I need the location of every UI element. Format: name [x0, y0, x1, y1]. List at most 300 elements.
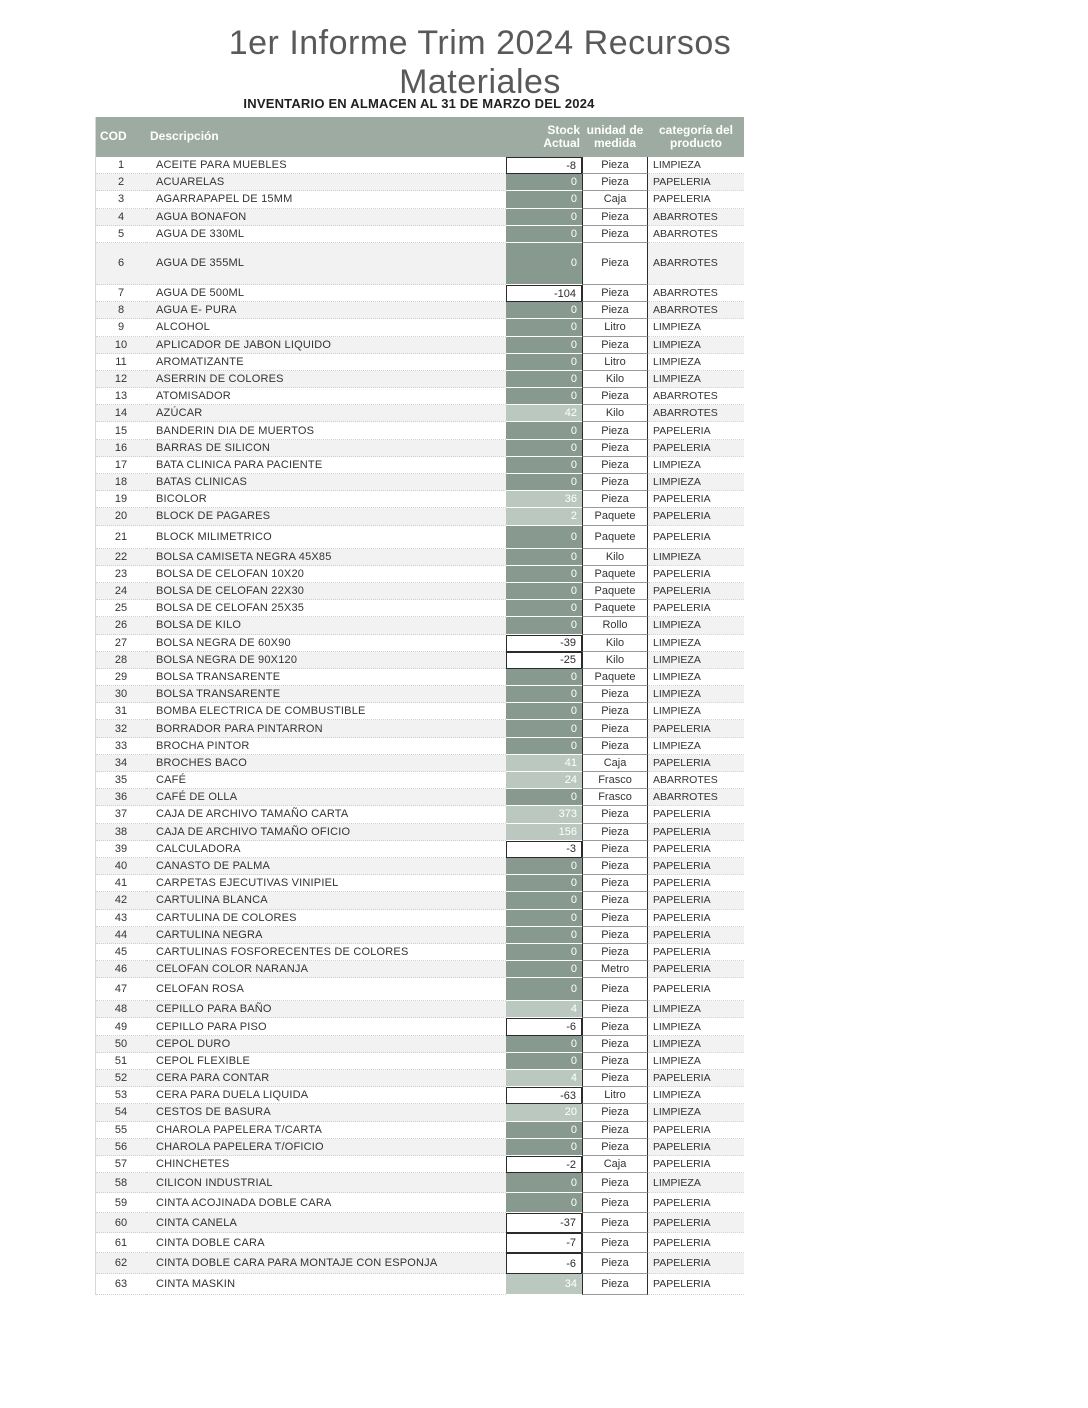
table-row	[96, 1213, 744, 1233]
unit-cell: Metro	[582, 961, 648, 978]
unit-cell: Pieza	[582, 944, 648, 961]
table-row	[96, 566, 744, 583]
category-cell: LIMPIEZA	[648, 1053, 744, 1070]
table-row	[96, 1104, 744, 1121]
cod-cell: 58	[96, 1173, 146, 1193]
stock-cell: 0	[506, 720, 582, 737]
unit-cell: Pieza	[582, 1173, 648, 1193]
category-cell: PAPELERIA	[648, 508, 744, 525]
unit-cell: Caja	[582, 1156, 648, 1173]
cod-cell: 8	[96, 302, 146, 319]
stock-cell: 0	[506, 549, 582, 566]
table-row	[96, 405, 744, 422]
cod-cell: 35	[96, 772, 146, 789]
unit-cell: Caja	[582, 755, 648, 772]
description-cell: CINTA ACOJINADA DOBLE CARA	[146, 1193, 506, 1213]
unit-cell: Pieza	[582, 1036, 648, 1053]
unit-cell: Kilo	[582, 635, 648, 652]
table-row	[96, 1122, 744, 1139]
unit-cell: Pieza	[582, 1253, 648, 1274]
unit-cell: Paquete	[582, 566, 648, 583]
description-cell: CHINCHETES	[146, 1156, 506, 1173]
table-row	[96, 422, 744, 439]
table-row	[96, 1087, 744, 1104]
category-cell: LIMPIEZA	[648, 617, 744, 634]
cod-cell: 24	[96, 583, 146, 600]
cod-cell: 17	[96, 457, 146, 474]
stock-cell: 0	[506, 337, 582, 354]
table-row	[96, 703, 744, 720]
stock-cell: 0	[506, 422, 582, 439]
table-row	[96, 1001, 744, 1018]
cod-cell: 40	[96, 858, 146, 875]
unit-cell: Pieza	[582, 1233, 648, 1253]
category-cell: LIMPIEZA	[648, 1018, 744, 1035]
cod-cell: 19	[96, 491, 146, 508]
category-cell: LIMPIEZA	[648, 474, 744, 491]
category-cell: PAPELERIA	[648, 1274, 744, 1295]
category-cell: LIMPIEZA	[648, 157, 744, 174]
cod-cell: 25	[96, 600, 146, 617]
stock-cell: 0	[506, 978, 582, 1001]
unit-cell: Pieza	[582, 1139, 648, 1156]
unit-cell: Litro	[582, 1087, 648, 1104]
unit-cell: Rollo	[582, 617, 648, 634]
category-cell: PAPELERIA	[648, 1213, 744, 1233]
unit-cell: Paquete	[582, 526, 648, 549]
category-cell: ABARROTES	[648, 405, 744, 422]
unit-cell: Pieza	[582, 440, 648, 457]
stock-cell: 34	[506, 1274, 582, 1295]
unit-cell: Pieza	[582, 1001, 648, 1018]
table-row	[96, 337, 744, 354]
table-row	[96, 474, 744, 491]
stock-cell: 4	[506, 1001, 582, 1018]
stock-cell: 36	[506, 491, 582, 508]
category-cell: ABARROTES	[648, 226, 744, 243]
category-cell: PAPELERIA	[648, 491, 744, 508]
cod-cell: 9	[96, 319, 146, 336]
cod-cell: 42	[96, 892, 146, 909]
category-cell: PAPELERIA	[648, 1156, 744, 1173]
description-cell: AGARRAPAPEL DE 15MM	[146, 191, 506, 208]
cod-cell: 6	[96, 243, 146, 285]
description-cell: CEPILLO PARA PISO	[146, 1018, 506, 1035]
category-cell: PAPELERIA	[648, 440, 744, 457]
description-cell: BOLSA DE CELOFAN 10X20	[146, 566, 506, 583]
category-cell: PAPELERIA	[648, 927, 744, 944]
table-row	[96, 875, 744, 892]
inventory-report	[95, 96, 743, 1295]
cod-cell: 38	[96, 824, 146, 841]
description-cell: CHAROLA PAPELERA T/OFICIO	[146, 1139, 506, 1156]
table-row	[96, 457, 744, 474]
stock-cell: 0	[506, 457, 582, 474]
cod-cell: 29	[96, 669, 146, 686]
unit-cell: Pieza	[582, 841, 648, 858]
category-cell: LIMPIEZA	[648, 1104, 744, 1121]
category-cell: PAPELERIA	[648, 978, 744, 1001]
cod-cell: 20	[96, 508, 146, 525]
unit-cell: Pieza	[582, 1122, 648, 1139]
category-cell: PAPELERIA	[648, 1122, 744, 1139]
unit-cell: Pieza	[582, 1070, 648, 1087]
table-row	[96, 1274, 744, 1295]
stock-cell: 0	[506, 892, 582, 909]
category-cell: LIMPIEZA	[648, 354, 744, 371]
description-cell: CARTULINA BLANCA	[146, 892, 506, 909]
stock-cell: 20	[506, 1104, 582, 1121]
stock-cell: 156	[506, 824, 582, 841]
description-cell: ACEITE PARA MUEBLES	[146, 157, 506, 174]
description-cell: BANDERIN DIA DE MUERTOS	[146, 422, 506, 439]
category-cell: PAPELERIA	[648, 755, 744, 772]
cod-cell: 37	[96, 806, 146, 823]
unit-cell: Pieza	[582, 824, 648, 841]
description-cell: CHAROLA PAPELERA T/CARTA	[146, 1122, 506, 1139]
cod-cell: 53	[96, 1087, 146, 1104]
table-row	[96, 669, 744, 686]
table-row	[96, 1193, 744, 1213]
description-cell: ASERRIN DE COLORES	[146, 371, 506, 388]
stock-cell: 0	[506, 583, 582, 600]
cod-cell: 60	[96, 1213, 146, 1233]
unit-cell: Pieza	[582, 457, 648, 474]
cod-cell: 43	[96, 910, 146, 927]
table-row	[96, 1156, 744, 1173]
category-cell: ABARROTES	[648, 243, 744, 285]
description-cell: CEPOL FLEXIBLE	[146, 1053, 506, 1070]
cod-cell: 49	[96, 1018, 146, 1035]
cod-cell: 62	[96, 1253, 146, 1274]
cod-cell: 48	[96, 1001, 146, 1018]
description-cell: ATOMISADOR	[146, 388, 506, 405]
description-cell: BOLSA TRANSARENTE	[146, 686, 506, 703]
cod-cell: 23	[96, 566, 146, 583]
description-cell: CERA PARA CONTAR	[146, 1070, 506, 1087]
table-row	[96, 1018, 744, 1035]
unit-cell: Pieza	[582, 703, 648, 720]
description-cell: BARRAS DE SILICON	[146, 440, 506, 457]
category-cell: PAPELERIA	[648, 892, 744, 909]
category-cell: LIMPIEZA	[648, 652, 744, 669]
category-cell: PAPELERIA	[648, 191, 744, 208]
cod-cell: 5	[96, 226, 146, 243]
cod-cell: 34	[96, 755, 146, 772]
description-cell: BLOCK DE PAGARES	[146, 508, 506, 525]
header-unit: unidad de medida	[586, 122, 644, 150]
description-cell: CERA PARA DUELA LIQUIDA	[146, 1087, 506, 1104]
description-cell: AROMATIZANTE	[146, 354, 506, 371]
table-header-row	[96, 117, 744, 157]
unit-cell: Paquete	[582, 508, 648, 525]
table-row	[96, 440, 744, 457]
category-cell: PAPELERIA	[648, 841, 744, 858]
category-cell: LIMPIEZA	[648, 635, 744, 652]
stock-cell: 2	[506, 508, 582, 525]
description-cell: CARTULINA DE COLORES	[146, 910, 506, 927]
table-row	[96, 652, 744, 669]
stock-cell: -6	[506, 1018, 582, 1035]
category-cell: PAPELERIA	[648, 961, 744, 978]
category-cell: LIMPIEZA	[648, 686, 744, 703]
cod-cell: 13	[96, 388, 146, 405]
table-row	[96, 686, 744, 703]
description-cell: BOLSA DE CELOFAN 22X30	[146, 583, 506, 600]
inventory-body	[96, 157, 744, 1295]
unit-cell: Kilo	[582, 371, 648, 388]
cod-cell: 15	[96, 422, 146, 439]
unit-cell: Pieza	[582, 157, 648, 174]
stock-cell: -2	[506, 1156, 582, 1173]
cod-cell: 47	[96, 978, 146, 1001]
stock-cell: -3	[506, 841, 582, 858]
cod-cell: 11	[96, 354, 146, 371]
table-row	[96, 635, 744, 652]
table-row	[96, 720, 744, 737]
unit-cell: Kilo	[582, 549, 648, 566]
stock-cell: 0	[506, 174, 582, 191]
cod-cell: 56	[96, 1139, 146, 1156]
cod-cell: 39	[96, 841, 146, 858]
table-row	[96, 841, 744, 858]
description-cell: CINTA DOBLE CARA PARA MONTAJE CON ESPONJA	[146, 1253, 506, 1274]
unit-cell: Pieza	[582, 806, 648, 823]
category-cell: PAPELERIA	[648, 1070, 744, 1087]
cod-cell: 21	[96, 526, 146, 549]
category-cell: LIMPIEZA	[648, 371, 744, 388]
cod-cell: 33	[96, 738, 146, 755]
table-row	[96, 549, 744, 566]
description-cell: BORRADOR PARA PINTARRON	[146, 720, 506, 737]
cod-cell: 36	[96, 789, 146, 806]
table-row	[96, 191, 744, 208]
category-cell: LIMPIEZA	[648, 1001, 744, 1018]
category-cell: ABARROTES	[648, 302, 744, 319]
cod-cell: 4	[96, 209, 146, 226]
stock-cell: 0	[506, 703, 582, 720]
cod-cell: 18	[96, 474, 146, 491]
description-cell: BOLSA NEGRA DE 90X120	[146, 652, 506, 669]
table-row	[96, 526, 744, 549]
unit-cell: Pieza	[582, 243, 648, 285]
cod-cell: 41	[96, 875, 146, 892]
category-cell: LIMPIEZA	[648, 1036, 744, 1053]
unit-cell: Pieza	[582, 1213, 648, 1233]
unit-cell: Pieza	[582, 875, 648, 892]
description-cell: CELOFAN ROSA	[146, 978, 506, 1001]
category-cell: ABARROTES	[648, 388, 744, 405]
category-cell: PAPELERIA	[648, 566, 744, 583]
cod-cell: 51	[96, 1053, 146, 1070]
description-cell: CAJA DE ARCHIVO TAMAÑO CARTA	[146, 806, 506, 823]
table-row	[96, 789, 744, 806]
stock-cell: 0	[506, 243, 582, 285]
cod-cell: 57	[96, 1156, 146, 1173]
cod-cell: 2	[96, 174, 146, 191]
stock-cell: 0	[506, 669, 582, 686]
table-row	[96, 858, 744, 875]
category-cell: PAPELERIA	[648, 174, 744, 191]
unit-cell: Paquete	[582, 669, 648, 686]
description-cell: BOLSA DE KILO	[146, 617, 506, 634]
stock-cell: 0	[506, 566, 582, 583]
unit-cell: Litro	[582, 354, 648, 371]
category-cell: PAPELERIA	[648, 422, 744, 439]
cod-cell: 27	[96, 635, 146, 652]
cod-cell: 54	[96, 1104, 146, 1121]
table-row	[96, 910, 744, 927]
stock-cell: -37	[506, 1213, 582, 1233]
stock-cell: 0	[506, 388, 582, 405]
category-cell: PAPELERIA	[648, 806, 744, 823]
table-row	[96, 583, 744, 600]
stock-cell: -7	[506, 1233, 582, 1253]
table-row	[96, 491, 744, 508]
description-cell: BOLSA NEGRA DE 60X90	[146, 635, 506, 652]
table-row	[96, 1173, 744, 1193]
category-cell: PAPELERIA	[648, 875, 744, 892]
unit-cell: Pieza	[582, 491, 648, 508]
cod-cell: 63	[96, 1274, 146, 1295]
description-cell: BROCHES BACO	[146, 755, 506, 772]
stock-cell: 0	[506, 944, 582, 961]
category-cell: ABARROTES	[648, 772, 744, 789]
table-subtitle: INVENTARIO EN ALMACEN AL 31 DE MARZO DEL 2024	[243, 96, 595, 111]
table-row	[96, 600, 744, 617]
table-row	[96, 978, 744, 1001]
header-desc: Descripción	[150, 129, 219, 144]
description-cell: CESTOS DE BASURA	[146, 1104, 506, 1121]
unit-cell: Pieza	[582, 226, 648, 243]
unit-cell: Pieza	[582, 738, 648, 755]
header-stock: Stock Actual	[543, 122, 580, 150]
stock-cell: 42	[506, 405, 582, 422]
cod-cell: 44	[96, 927, 146, 944]
unit-cell: Pieza	[582, 174, 648, 191]
table-row	[96, 243, 744, 285]
category-cell: PAPELERIA	[648, 824, 744, 841]
cod-cell: 52	[96, 1070, 146, 1087]
cod-cell: 26	[96, 617, 146, 634]
category-cell: ABARROTES	[648, 789, 744, 806]
description-cell: ACUARELAS	[146, 174, 506, 191]
stock-cell: -104	[506, 285, 582, 302]
unit-cell: Pieza	[582, 209, 648, 226]
page-title: 1er Informe Trim 2024 Recursos Materiales	[228, 24, 732, 101]
table-row	[96, 755, 744, 772]
table-row	[96, 226, 744, 243]
cod-cell: 12	[96, 371, 146, 388]
inventory-table	[95, 117, 744, 1295]
stock-cell: -8	[506, 157, 582, 174]
unit-cell: Pieza	[582, 422, 648, 439]
stock-cell: 0	[506, 526, 582, 549]
table-row	[96, 388, 744, 405]
unit-cell: Frasco	[582, 772, 648, 789]
description-cell: CEPILLO PARA BAÑO	[146, 1001, 506, 1018]
table-row	[96, 319, 744, 336]
description-cell: CAFÉ	[146, 772, 506, 789]
stock-cell: 0	[506, 910, 582, 927]
cod-cell: 55	[96, 1122, 146, 1139]
description-cell: BATAS CLINICAS	[146, 474, 506, 491]
description-cell: BOLSA DE CELOFAN 25X35	[146, 600, 506, 617]
description-cell: CINTA CANELA	[146, 1213, 506, 1233]
cod-cell: 31	[96, 703, 146, 720]
unit-cell: Pieza	[582, 978, 648, 1001]
cod-cell: 46	[96, 961, 146, 978]
table-row	[96, 209, 744, 226]
unit-cell: Pieza	[582, 927, 648, 944]
description-cell: BOLSA TRANSARENTE	[146, 669, 506, 686]
table-row	[96, 824, 744, 841]
cod-cell: 59	[96, 1193, 146, 1213]
description-cell: BATA CLINICA PARA PACIENTE	[146, 457, 506, 474]
unit-cell: Caja	[582, 191, 648, 208]
unit-cell: Paquete	[582, 600, 648, 617]
unit-cell: Kilo	[582, 405, 648, 422]
description-cell: CAJA DE ARCHIVO TAMAÑO OFICIO	[146, 824, 506, 841]
stock-cell: 0	[506, 191, 582, 208]
description-cell: BLOCK MILIMETRICO	[146, 526, 506, 549]
description-cell: AGUA DE 500ML	[146, 285, 506, 302]
category-cell: PAPELERIA	[648, 720, 744, 737]
cod-cell: 16	[96, 440, 146, 457]
stock-cell: 0	[506, 474, 582, 491]
stock-cell: 0	[506, 789, 582, 806]
stock-cell: 373	[506, 806, 582, 823]
unit-cell: Litro	[582, 319, 648, 336]
table-row	[96, 174, 744, 191]
table-row	[96, 738, 744, 755]
category-cell: LIMPIEZA	[648, 1173, 744, 1193]
cod-cell: 30	[96, 686, 146, 703]
table-row	[96, 157, 744, 174]
description-cell: ALCOHOL	[146, 319, 506, 336]
description-cell: CELOFAN COLOR NARANJA	[146, 961, 506, 978]
category-cell: LIMPIEZA	[648, 319, 744, 336]
description-cell: AGUA E- PURA	[146, 302, 506, 319]
cod-cell: 3	[96, 191, 146, 208]
table-row	[96, 508, 744, 525]
description-cell: BOLSA CAMISETA NEGRA 45X85	[146, 549, 506, 566]
stock-cell: -39	[506, 635, 582, 652]
category-cell: PAPELERIA	[648, 1139, 744, 1156]
category-cell: LIMPIEZA	[648, 457, 744, 474]
description-cell: CINTA DOBLE CARA	[146, 1233, 506, 1253]
category-cell: LIMPIEZA	[648, 337, 744, 354]
cod-cell: 14	[96, 405, 146, 422]
stock-cell: 0	[506, 1173, 582, 1193]
category-cell: LIMPIEZA	[648, 549, 744, 566]
category-cell: PAPELERIA	[648, 600, 744, 617]
category-cell: PAPELERIA	[648, 858, 744, 875]
description-cell: BROCHA PINTOR	[146, 738, 506, 755]
unit-cell: Paquete	[582, 583, 648, 600]
category-cell: LIMPIEZA	[648, 1087, 744, 1104]
unit-cell: Pieza	[582, 720, 648, 737]
description-cell: BOMBA ELECTRICA DE COMBUSTIBLE	[146, 703, 506, 720]
stock-cell: -25	[506, 652, 582, 669]
cod-cell: 10	[96, 337, 146, 354]
table-row	[96, 1036, 744, 1053]
description-cell: CARTULINA NEGRA	[146, 927, 506, 944]
category-cell: PAPELERIA	[648, 910, 744, 927]
cod-cell: 7	[96, 285, 146, 302]
table-row	[96, 944, 744, 961]
stock-cell: 0	[506, 686, 582, 703]
